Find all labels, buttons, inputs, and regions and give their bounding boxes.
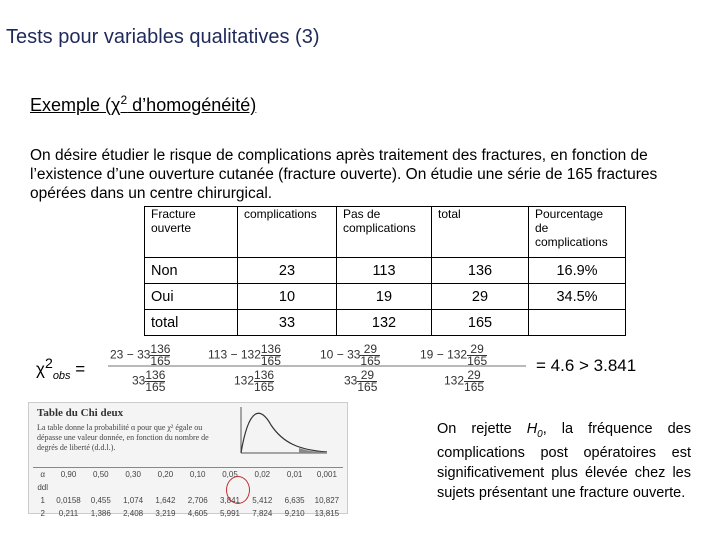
- expected-factor: 132: [447, 347, 468, 362]
- contingency-table: [144, 206, 626, 336]
- chi-density-curve-icon: [235, 403, 331, 461]
- fraction-numerator: 136: [150, 342, 171, 356]
- chi-symbol: χ: [36, 359, 45, 379]
- table-cell: 0,90: [60, 470, 77, 479]
- table-cell: 34.5%: [529, 284, 626, 310]
- table-cell: 7,824: [252, 509, 273, 518]
- chi-exponent: 2: [44, 356, 53, 372]
- chi-obs-label: [36, 356, 85, 382]
- table-cell: 132: [337, 310, 432, 336]
- chi-table-grid: [33, 467, 343, 520]
- table-cell: 0,50: [93, 470, 109, 479]
- table-cell: 165: [432, 310, 529, 336]
- chi-square-formula: [108, 340, 526, 392]
- observed-value: 10: [320, 347, 334, 362]
- fraction-denominator: 165: [260, 354, 281, 368]
- table-cell: 0,30: [125, 470, 141, 479]
- obs-subscript: obs: [52, 370, 71, 383]
- table-cell: 13,815: [314, 509, 340, 518]
- observed-value: 19: [420, 347, 434, 362]
- table-cell: [529, 310, 626, 336]
- table-cell: 10: [238, 284, 337, 310]
- table-row: [145, 284, 626, 310]
- table-cell: 19: [337, 284, 432, 310]
- minus-sign: −: [436, 347, 444, 362]
- table-cell: 1,642: [155, 496, 176, 505]
- slide-title: Tests pour variables qualitatives (3): [6, 26, 320, 48]
- intro-paragraph: On désire étudier le risque de complications après traitement des fractures, en fonction de l’existence d’une ouverture cutanée (fracture ouverte). On étudie une série de 165 fractures opérées dans un centre chirurgical.: [30, 147, 658, 202]
- chi-square-table-image: [28, 402, 348, 518]
- expected-fraction: [357, 370, 377, 393]
- null-hypothesis: [526, 421, 543, 440]
- table-cell: 1: [40, 496, 45, 505]
- chi-table-header-row: [33, 468, 343, 481]
- chi-table-description: La table donne la probabilité α pour que χ² égale ou dépasse une valeur donnée, en fonction du nombre de degrés de liberté (d.d.l.).: [37, 423, 209, 452]
- fraction-denominator: 165: [467, 354, 488, 368]
- table-cell: 6,635: [284, 496, 305, 505]
- table-cell: 0,01: [286, 470, 303, 479]
- fraction-numerator: 136: [260, 342, 281, 356]
- table-cell: 9,210: [284, 509, 305, 518]
- row-label: total: [145, 310, 238, 336]
- table-cell: 33: [238, 310, 337, 336]
- table-cell: 23: [238, 258, 337, 284]
- fraction-denominator: 165: [150, 354, 171, 368]
- table-cell: 0,211: [58, 509, 79, 518]
- table-row: [145, 310, 626, 336]
- header-fracture-ouverte: Fracture ouverte: [145, 207, 238, 258]
- denominator-term: [234, 370, 274, 393]
- table-cell: 1,074: [123, 496, 144, 505]
- conclusion-body: , la fréquence des complications post opératoires est significativement plus élevée chez les sujets présentant une fracture ouverte.: [437, 421, 691, 501]
- expected-factor: 33: [344, 373, 358, 388]
- expected-factor: 132: [444, 373, 465, 388]
- chi-table-title: Table du Chi deux: [37, 407, 124, 419]
- chi-symbol: χ: [111, 95, 121, 115]
- observed-value: 113: [208, 347, 228, 362]
- critical-value-highlight-circle: [226, 476, 250, 504]
- table-cell: 2: [40, 509, 45, 518]
- expected-factor: 33: [347, 347, 361, 362]
- fraction-denominator: 165: [254, 380, 275, 394]
- fraction-denominator: 165: [360, 354, 381, 368]
- header-complications: complications: [238, 207, 337, 258]
- minus-sign: −: [230, 347, 238, 362]
- table-cell: 2,408: [123, 509, 144, 518]
- table-cell: 3,219: [155, 509, 176, 518]
- expected-factor: 33: [132, 373, 146, 388]
- table-cell: 16.9%: [529, 258, 626, 284]
- fraction-numerator: 29: [467, 344, 487, 356]
- table-cell: ddl: [37, 483, 49, 492]
- fraction-denominator: 165: [145, 380, 166, 394]
- conclusion-text: [437, 420, 691, 503]
- chi-exponent: 2: [120, 93, 128, 107]
- table-cell: 0,0158: [56, 496, 81, 505]
- hypothesis-subscript: 0: [537, 428, 543, 440]
- expected-fraction: [254, 370, 274, 393]
- fraction-numerator: 136: [254, 368, 275, 382]
- table-row: [33, 494, 343, 507]
- fraction-denominator: 165: [357, 380, 378, 394]
- conclusion-prefix: On rejette: [437, 421, 527, 437]
- table-cell: 5,991: [219, 509, 241, 518]
- table-row: [33, 481, 343, 494]
- expected-factor: 132: [240, 347, 261, 362]
- fraction-denominator: 165: [464, 380, 485, 394]
- table-cell: 0,20: [157, 470, 174, 479]
- row-label: Non: [145, 258, 238, 284]
- header-pas-de-complications: Pas de complications: [337, 207, 432, 258]
- table-cell: 136: [432, 258, 529, 284]
- table-cell: 10,827: [314, 496, 340, 505]
- table-cell: 0,05: [222, 470, 238, 479]
- table-cell: 0,10: [189, 470, 206, 479]
- table-row: [33, 507, 343, 520]
- hypothesis-letter: H: [526, 421, 538, 437]
- header-pourcentage: Pourcentage de complications: [529, 207, 626, 258]
- denominator-term: [344, 370, 377, 393]
- expected-factor: 33: [137, 347, 151, 362]
- table-cell: 0,001: [316, 470, 337, 479]
- fraction-numerator: 29: [360, 344, 380, 356]
- table-row: [145, 258, 626, 284]
- table-cell: 4,605: [187, 509, 208, 518]
- table-cell: 0,02: [254, 470, 271, 479]
- example-heading: [30, 93, 256, 116]
- row-label: Oui: [145, 284, 238, 310]
- header-total: total: [432, 207, 529, 258]
- fraction-numerator: 29: [357, 370, 377, 382]
- test-result: = 4.6 > 3.841: [536, 356, 637, 375]
- fraction-numerator: 29: [464, 370, 484, 382]
- subtitle-prefix: Exemple (: [30, 95, 112, 115]
- minus-sign: −: [126, 347, 134, 362]
- table-cell: 1,386: [90, 509, 111, 518]
- expected-fraction: [464, 370, 484, 393]
- fraction-numerator: 136: [145, 368, 166, 382]
- expected-fraction: [145, 370, 165, 393]
- table-cell: α: [40, 470, 45, 479]
- equals-sign: =: [70, 359, 86, 379]
- table-cell: 2,706: [187, 496, 208, 505]
- subtitle-suffix: d’homogénéité): [127, 95, 257, 115]
- critical-value-cell: 3,841: [219, 496, 241, 505]
- table-header-row: [145, 207, 626, 258]
- observed-value: 23: [110, 347, 124, 362]
- minus-sign: −: [336, 347, 344, 362]
- denominator-term: [444, 370, 484, 393]
- table-cell: 5,412: [252, 496, 273, 505]
- table-cell: 0,455: [90, 496, 111, 505]
- table-cell: 29: [432, 284, 529, 310]
- table-cell: 113: [337, 258, 432, 284]
- expected-factor: 132: [234, 373, 255, 388]
- denominator-term: [132, 370, 165, 393]
